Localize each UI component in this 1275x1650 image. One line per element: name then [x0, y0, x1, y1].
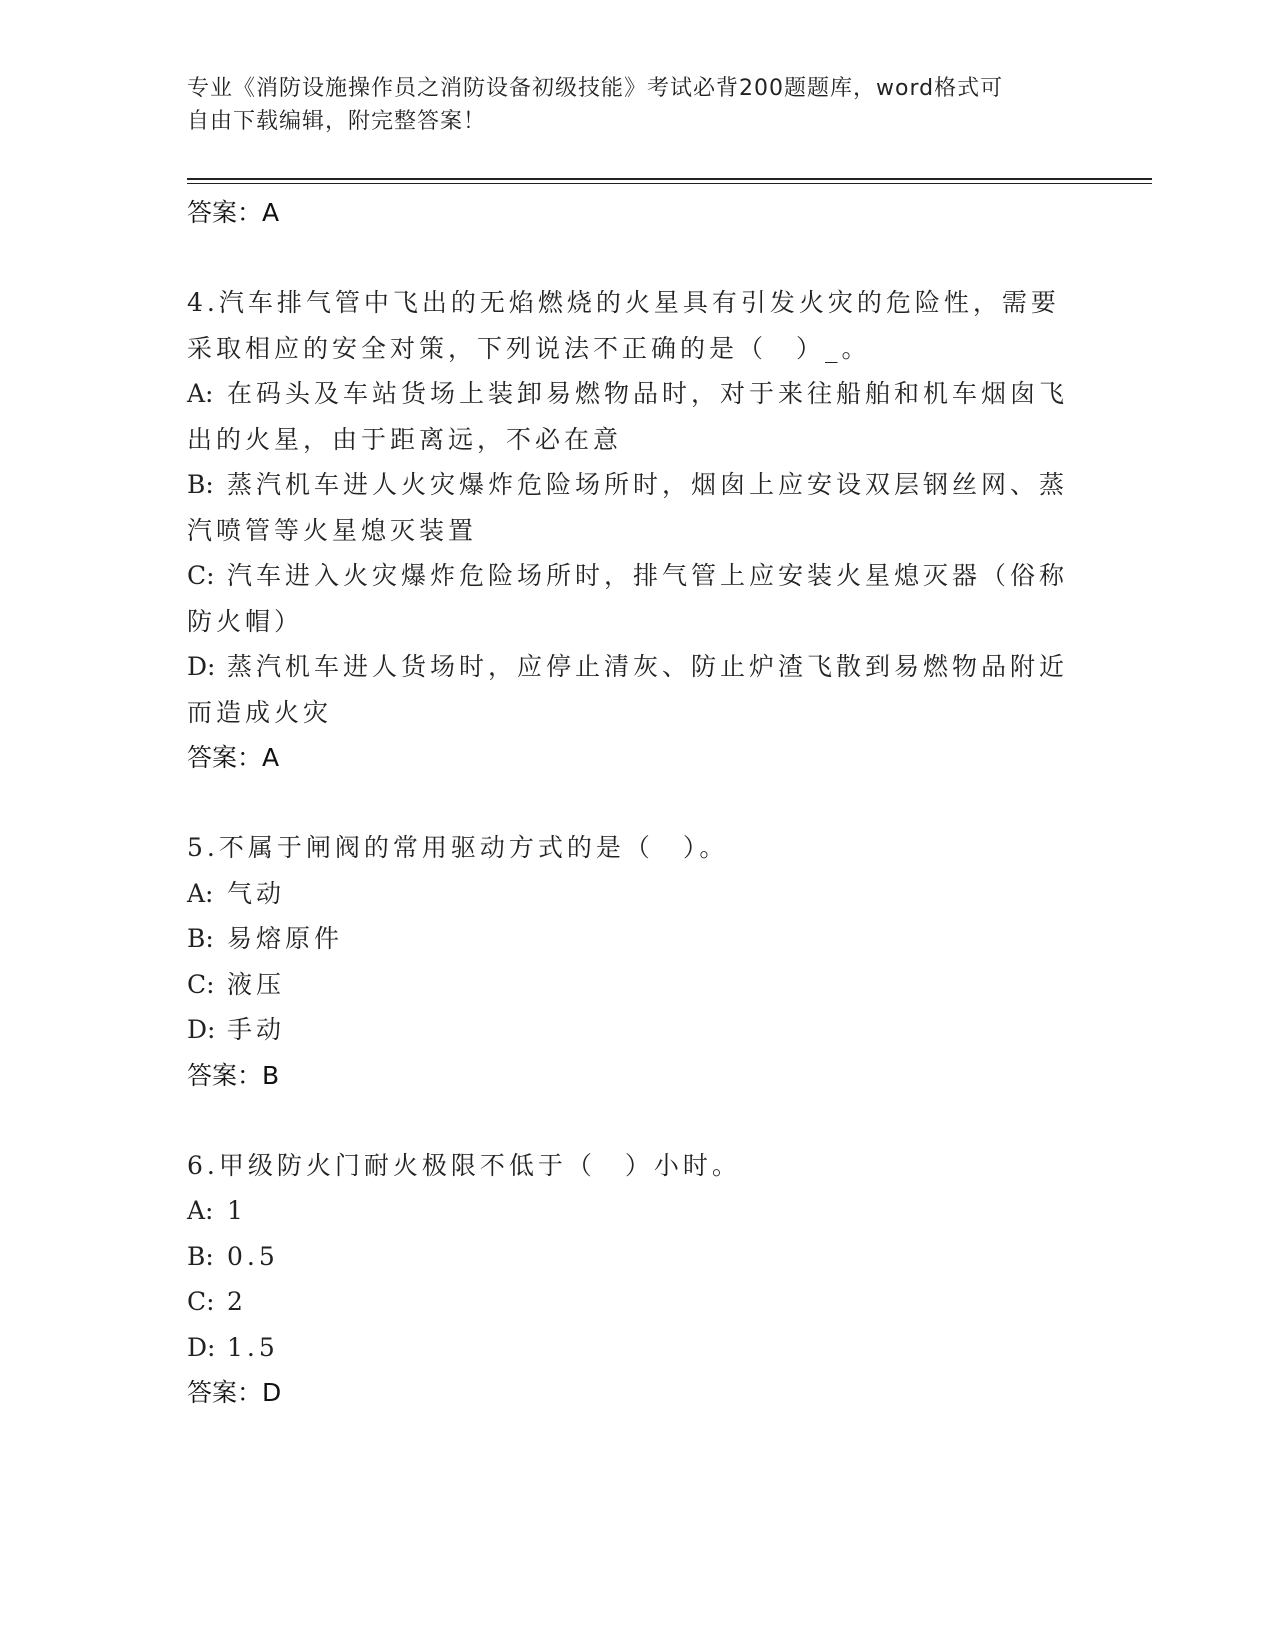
page-header: [187, 72, 1067, 138]
option-text: 手动: [227, 1015, 286, 1044]
answer-line: 答案：A: [187, 198, 280, 227]
question-text: 采取相应的安全对策，下列说法不正确的是（ ）_。: [187, 333, 871, 363]
option-label: A:: [187, 1196, 214, 1225]
option-text: 气动: [227, 878, 286, 908]
option-label: B:: [187, 470, 214, 499]
option-label: A:: [187, 878, 214, 908]
option-label: C:: [187, 1287, 215, 1316]
option-d: [187, 1007, 1087, 1053]
answer-line: 答案：A: [187, 743, 280, 772]
option-label: D:: [187, 1332, 216, 1362]
option-text: 易熔原件: [227, 924, 344, 953]
option-text: 1: [227, 1196, 247, 1225]
option-text: 在码头及车站货场上装卸易燃物品时，对于来往船舶和机车烟囱飞: [227, 379, 1069, 408]
question-content: [187, 190, 1087, 1415]
option-label: D:: [187, 1015, 216, 1044]
header-line-1: 专业《消防设施操作员之消防设备初级技能》考试必背200题题库，word格式可: [187, 76, 1004, 101]
option-text: 蒸汽机车进人火灾爆炸危险场所时，烟囱上应安设双层钢丝网、蒸: [227, 470, 1069, 499]
option-c: [187, 962, 1087, 1008]
option-a: [187, 371, 1087, 417]
question-6: [187, 1143, 1087, 1416]
option-b: [187, 1234, 1087, 1280]
option-b: [187, 916, 1087, 962]
question-text: 6.甲级防火门耐火极限不低于（ ）小时。: [187, 1150, 741, 1180]
option-text: 汽车进入火灾爆炸危险场所时，排气管上应安装火星熄灭器（俗称: [227, 561, 1069, 590]
option-d-cont: 而造成火灾: [187, 697, 333, 727]
header-divider-thin: [187, 183, 1152, 184]
option-c: [187, 1279, 1087, 1325]
header-divider: [187, 178, 1152, 180]
option-c-cont: 防火帽）: [187, 606, 304, 636]
option-c: [187, 553, 1087, 599]
option-a: [187, 1188, 1087, 1234]
question-5: [187, 825, 1087, 1098]
question-text: 4.汽车排气管中飞出的无焰燃烧的火星具有引发火灾的危险性，需要: [187, 288, 1060, 317]
question-4: [187, 280, 1087, 780]
option-label: B:: [187, 1241, 214, 1271]
option-label: C:: [187, 969, 215, 999]
option-text: 蒸汽机车进人货场时，应停止清灰、防止炉渣飞散到易燃物品附近: [227, 652, 1069, 681]
option-b-cont: 汽喷管等火星熄灭装置: [187, 515, 478, 545]
header-line-2: 自由下载编辑，附完整答案！: [187, 109, 487, 134]
option-a: [187, 871, 1087, 917]
option-d: [187, 1325, 1087, 1371]
option-b: [187, 462, 1087, 508]
answer-line: 答案：D: [187, 1378, 282, 1407]
option-label: A:: [187, 379, 214, 408]
question-text: 5.不属于闸阀的常用驱动方式的是（ ）。: [187, 833, 729, 862]
option-text: 2: [227, 1287, 247, 1316]
option-label: C:: [187, 561, 215, 590]
option-d: [187, 644, 1087, 690]
answer-line: 答案：B: [187, 1060, 280, 1090]
option-label: D:: [187, 652, 216, 681]
option-a-cont: 出的火星，由于距离远，不必在意: [187, 424, 623, 454]
option-text: 液压: [227, 969, 286, 999]
option-text: 0.5: [227, 1241, 279, 1271]
option-label: B:: [187, 924, 214, 953]
option-text: 1.5: [227, 1332, 279, 1362]
